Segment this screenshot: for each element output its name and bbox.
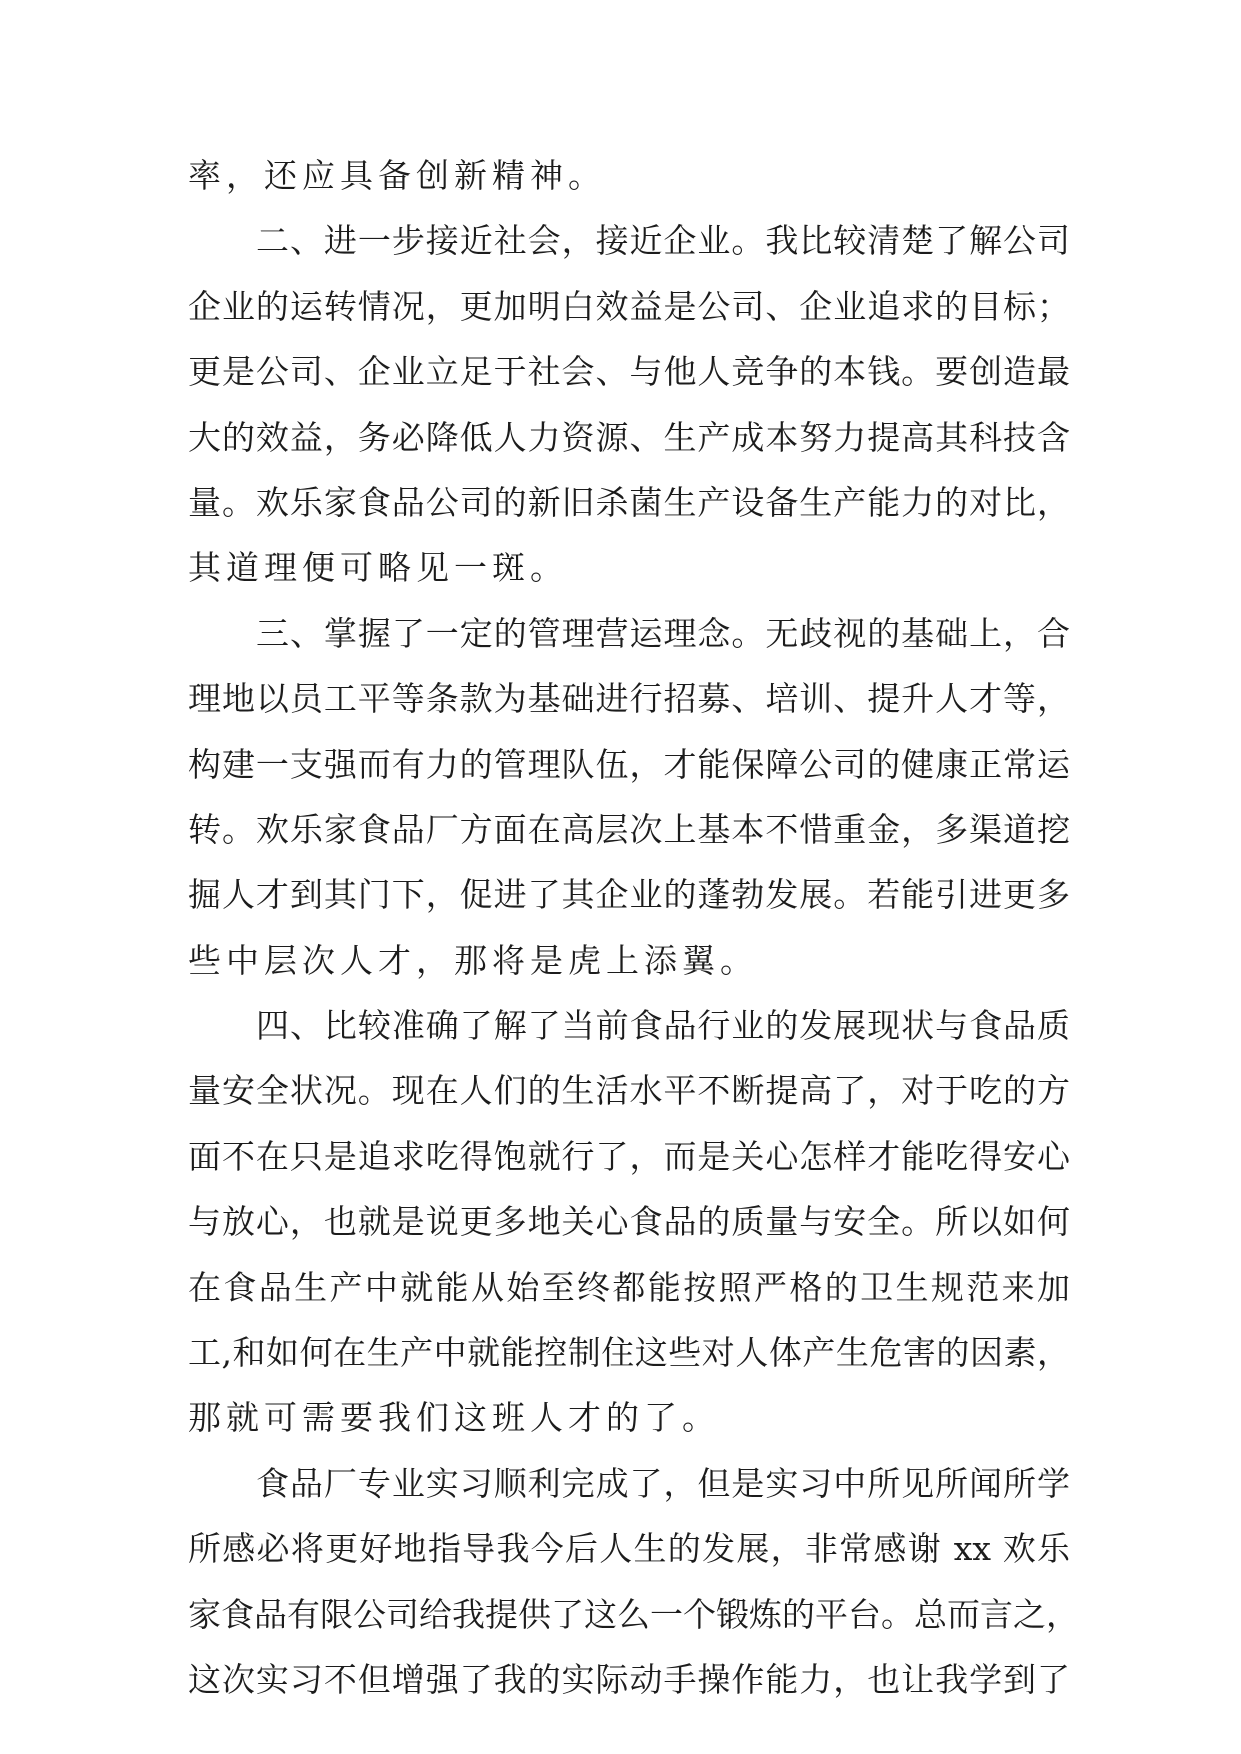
text-line: 转。欢乐家食品厂方面在高层次上基本不惜重金，多渠道挖 (188, 809, 1070, 849)
text-line: 些中层次人才，那将是虎上添翼。 (188, 940, 758, 980)
text-line: 其道理便可略见一斑。 (188, 548, 568, 588)
text-line: 率，还应具备创新精神。 (188, 156, 606, 195)
text-line: 所感必将更好地指导我今后人生的发展，非常感谢 xx 欢乐 (188, 1529, 1070, 1569)
text-line: 在食品生产中就能从始至终都能按照严格的卫生规范来加 (188, 1267, 1070, 1307)
text-line: 量。欢乐家食品公司的新旧杀菌生产设备生产能力的对比， (188, 482, 1070, 522)
text-line: 量安全状况。现在人们的生活水平不断提高了，对于吃的方 (188, 1071, 1070, 1111)
text-line: 与放心，也就是说更多地关心食品的质量与安全。所以如何 (188, 1202, 1070, 1242)
text-line: 企业的运转情况，更加明白效益是公司、企业追求的目标； (188, 286, 1070, 326)
text-line: 面不在只是追求吃得饱就行了，而是关心怎样才能吃得安心 (188, 1136, 1070, 1176)
text-line: 更是公司、企业立足于社会、与他人竞争的本钱。要创造最 (188, 352, 1070, 392)
text-line: 家食品有限公司给我提供了这么一个锻炼的平台。总而言之， (188, 1594, 1079, 1634)
text-line: 二、进一步接近社会，接近企业。我比较清楚了解公司 (256, 221, 1070, 261)
text-line: 这次实习不但增强了我的实际动手操作能力，也让我学到了 (188, 1659, 1070, 1699)
text-line: 三、掌握了一定的管理营运理念。无歧视的基础上，合 (256, 613, 1070, 653)
text-line: 理地以员工平等条款为基础进行招募、培训、提升人才等， (188, 679, 1070, 719)
body-text (188, 156, 1079, 1727)
text-line: 食品厂专业实习顺利完成了，但是实习中所见所闻所学 (256, 1463, 1070, 1503)
text-line: 工,和如何在生产中就能控制住这些对人体产生危害的因素， (188, 1333, 1070, 1373)
text-line: 掘人才到其门下，促进了其企业的蓬勃发展。若能引进更多 (188, 875, 1070, 915)
text-line: 构建一支强而有力的管理队伍，才能保障公司的健康正常运 (188, 744, 1070, 784)
text-line: 那就可需要我们这班人才的了。 (188, 1398, 720, 1438)
text-line: 大的效益，务必降低人力资源、生产成本努力提高其科技含 (188, 417, 1070, 457)
text-line: 四、比较准确了解了当前食品行业的发展现状与食品质 (256, 1006, 1070, 1046)
